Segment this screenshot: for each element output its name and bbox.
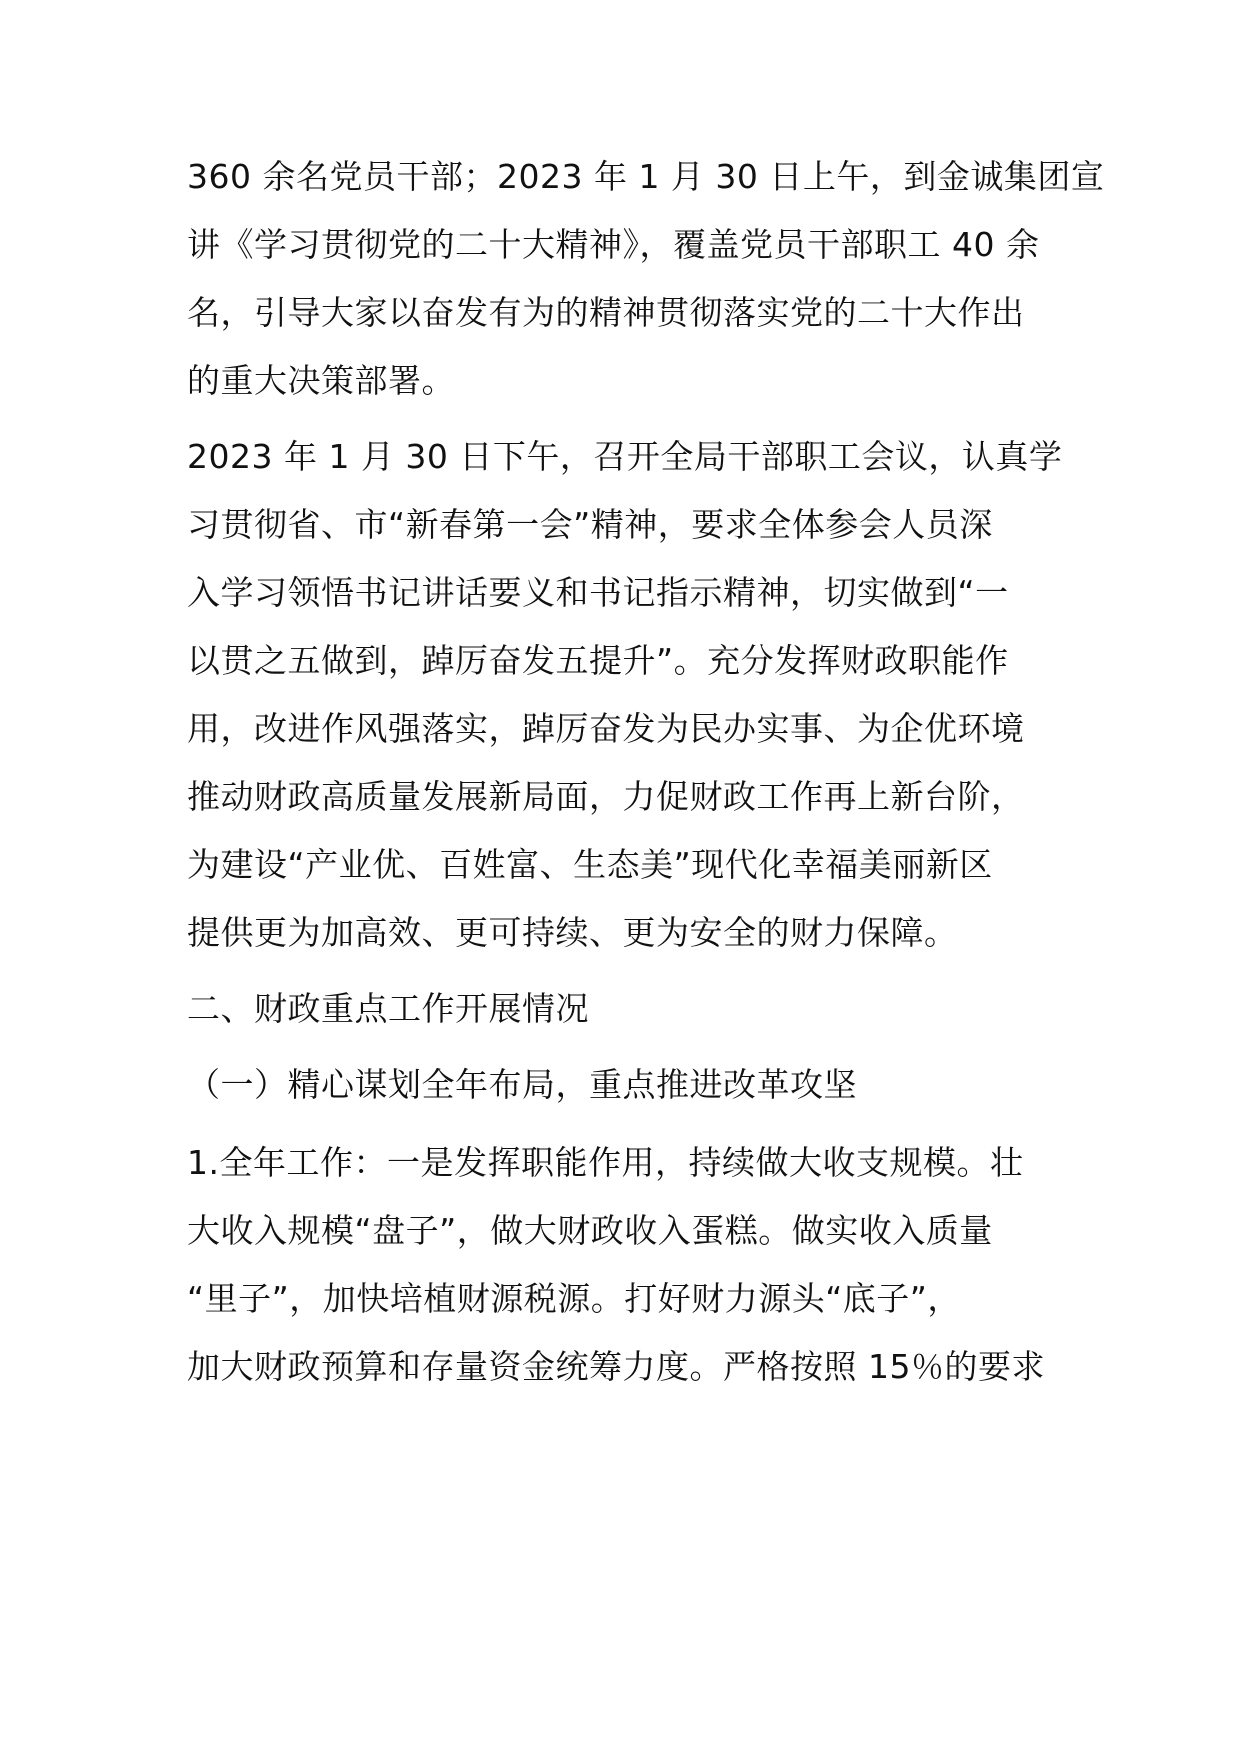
subsection-heading: （一）精心谋划全年布局，重点推进改革攻坚 xyxy=(187,1065,857,1104)
text-line: 用，改进作风强落实，踔厉奋发为民办实事、为企优环境 xyxy=(187,709,1025,748)
text-line: 讲《学习贯彻党的二十大精神》，覆盖党员干部职工 40 余 xyxy=(187,225,1040,264)
text-line: 大收入规模“盘子”，做大财政收入蛋糕。做实收入质量 xyxy=(187,1211,993,1250)
text-line: 习贯彻省、市“新春第一会”精神，要求全体参会人员深 xyxy=(187,505,993,544)
section-heading: 二、财政重点工作开展情况 xyxy=(187,989,589,1028)
text-line: 为建设“产业优、百姓富、生态美”现代化幸福美丽新区 xyxy=(187,845,993,884)
text-line: 推动财政高质量发展新局面，力促财政工作再上新台阶， xyxy=(187,777,1025,816)
text-line: 2023 年 1 月 30 日下午，召开全局干部职工会议，认真学 xyxy=(187,437,1063,476)
text-line: 名，引导大家以奋发有为的精神贯彻落实党的二十大作出 xyxy=(187,293,1025,332)
text-line: 以贯之五做到，踔厉奋发五提升”。充分发挥财政职能作 xyxy=(187,641,1009,680)
text-line: 1.全年工作：一是发挥职能作用，持续做大收支规模。壮 xyxy=(187,1143,1024,1182)
text-line: “里子”，加快培植财源税源。打好财力源头“底子”， xyxy=(187,1279,961,1318)
text-line: 360 余名党员干部；2023 年 1 月 30 日上午，到金诚集团宣 xyxy=(187,157,1105,196)
text-line: 入学习领悟书记讲话要义和书记指示精神，切实做到“一 xyxy=(187,573,1009,612)
text-line: 的重大决策部署。 xyxy=(187,361,455,400)
text-line: 加大财政预算和存量资金统筹力度。严格按照 15％的要求 xyxy=(187,1347,1045,1386)
text-line: 提供更为加高效、更可持续、更为安全的财力保障。 xyxy=(187,913,958,952)
